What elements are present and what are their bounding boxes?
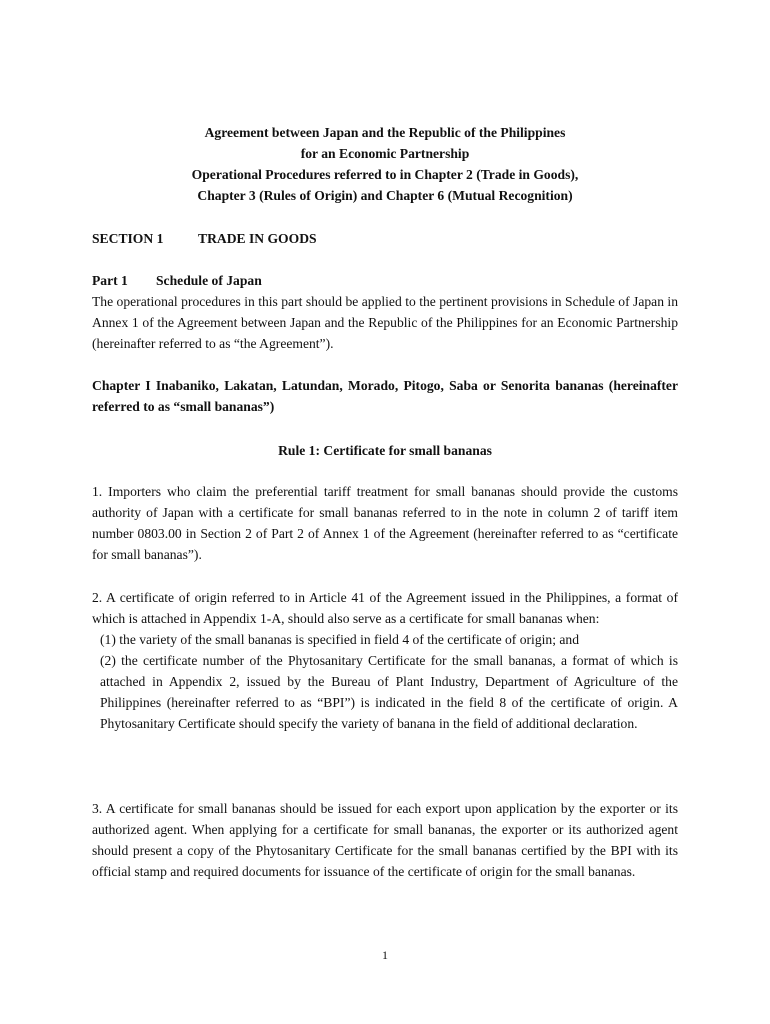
paragraph-2-lead: 2. A certificate of origin referred to in Article 41 of the Agreement issued in the Philippines, a format of which is attached in Appendix 1-A, should also serve as a certificate for small bananas when: bbox=[92, 590, 678, 626]
paragraph-2 bbox=[92, 587, 678, 734]
intro-paragraph: The operational procedures in this part should be applied to the pertinent provisions in Schedule of Japan in Annex 1 of the Agreement between Japan and the Republic of the Philippines for an Economic Partnership (hereinafter referred to as “the Agreement”). bbox=[92, 294, 678, 351]
part-name: Schedule of Japan bbox=[156, 273, 262, 288]
rule-heading: Rule 1: Certificate for small bananas bbox=[278, 443, 492, 458]
paragraph-1: 1. Importers who claim the preferential tariff treatment for small bananas should provide the customs authority of Japan with a certificate for small bananas referred to in the note in column 2 of tariff item number 0803.00 in Section 2 of Part 2 of Annex 1 of the Agreement (hereinafter referred to as “certificate for small bananas”). bbox=[92, 484, 678, 562]
title-line-4: Chapter 3 (Rules of Origin) and Chapter 6 (Mutual Recognition) bbox=[197, 188, 573, 203]
page-number: 1 bbox=[382, 948, 388, 962]
title-line-3: Operational Procedures referred to in Chapter 2 (Trade in Goods), bbox=[191, 167, 579, 182]
paragraph-3: 3. A certificate for small bananas should be issued for each export upon application by the exporter or its authorized agent. When applying for a certificate for small bananas, the exporter or its authorized agent should present a copy of the Phytosanitary Certificate for the small bananas certified by the BPI with its official stamp and required documents for issuance of the certificate of origin for the small bananas. bbox=[92, 801, 678, 879]
title-line-2: for an Economic Partnership bbox=[300, 146, 470, 161]
chapter-heading: Chapter I Inabaniko, Lakatan, Latundan, Morado, Pitogo, Saba or Senorita bananas (hereinafter referred to as “small bananas”) bbox=[92, 378, 678, 414]
part-heading bbox=[92, 270, 678, 291]
part-number: Part 1 bbox=[92, 273, 128, 288]
document-title bbox=[92, 122, 678, 206]
paragraph-2-item-1: (1) the variety of the small bananas is specified in field 4 of the certificate of origin; and bbox=[100, 632, 580, 647]
section-heading bbox=[92, 228, 678, 249]
section-name: TRADE IN GOODS bbox=[198, 231, 317, 246]
section-number: SECTION 1 bbox=[92, 231, 164, 246]
paragraph-2-item-2: (2) the certificate number of the Phytosanitary Certificate for the small bananas, a format of which is attached in Appendix 2, issued by the Bureau of Plant Industry, Department of Agriculture of the Philippines (hereinafter referred to as “BPI”) is indicated in the field 8 of the certificate of origin. A Phytosanitary Certificate should specify the variety of banana in the field of additional declaration. bbox=[100, 653, 678, 731]
title-line-1: Agreement between Japan and the Republic of the Philippines bbox=[204, 125, 566, 140]
